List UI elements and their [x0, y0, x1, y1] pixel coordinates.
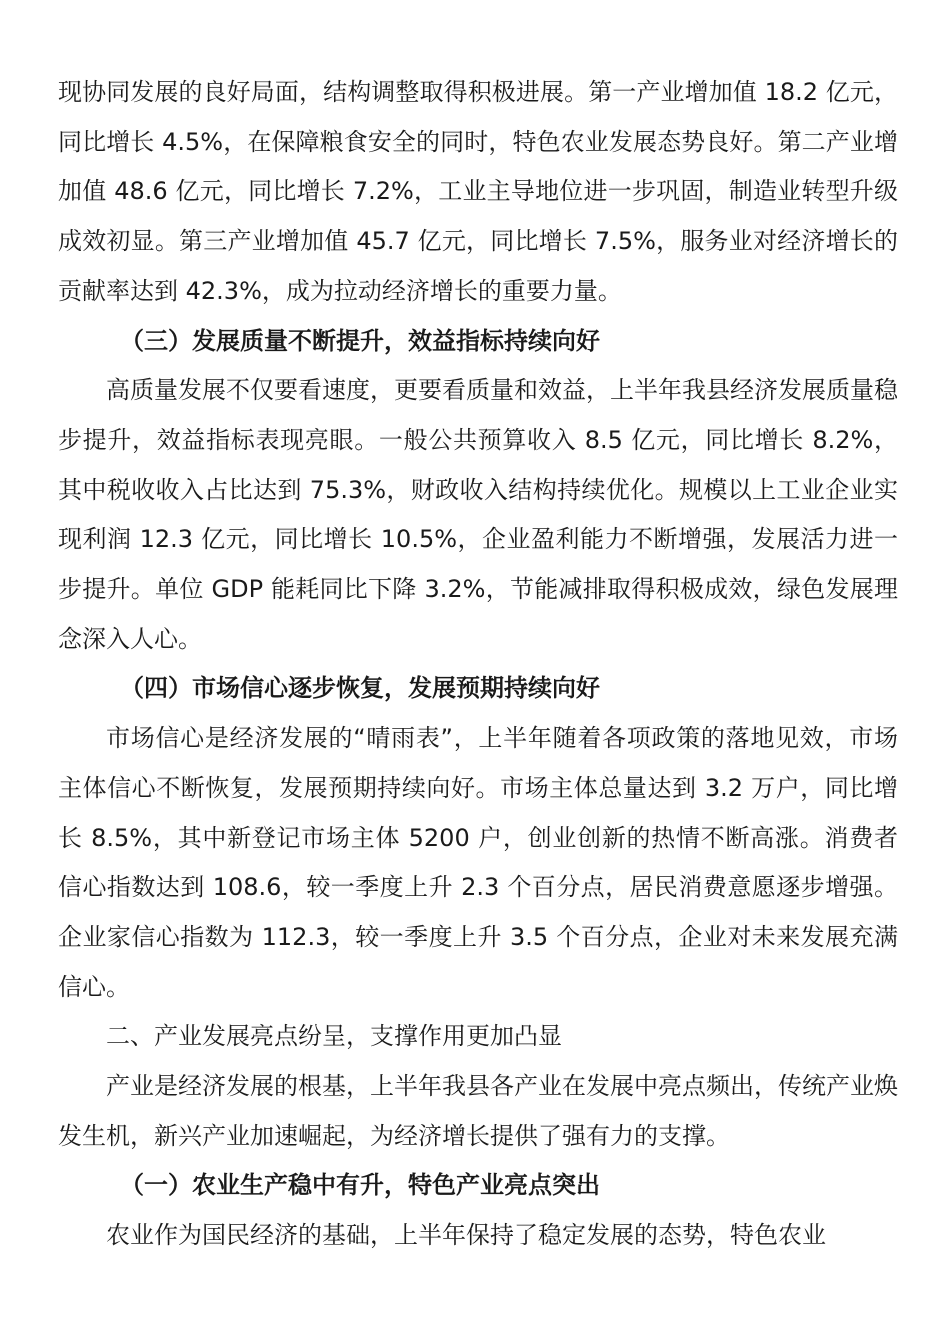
- heading-agriculture: （一）农业生产稳中有升，特色产业亮点突出: [120, 1171, 600, 1200]
- paragraph-market-confidence: 市场信心是经济发展的“晴雨表”，上半年随着各项政策的落地见效，市场主体信心不断恢复，发展预期持续向好。市场主体总量达到 3.2 万户，同比增长 8.5%，其中新登记市场主体 5200 户，创业创新的热情不断高涨。消费者信心指数达到 108.6，较一季度上升 2.3 个百分点，居民消费意愿逐步增强。企业家信心指数为 112.3，较一季度上升 3.5 个百分点，企业对未来发展充满信心。: [58, 724, 898, 1001]
- document-body: [58, 68, 898, 1261]
- paragraph-agriculture: 农业作为国民经济的基础，上半年保持了稳定发展的态势，特色农业: [106, 1221, 826, 1250]
- paragraph-industry-development: 产业是经济发展的根基，上半年我县各产业在发展中亮点频出，传统产业焕发生机，新兴产业加速崛起，为经济增长提供了强有力的支撑。: [58, 1072, 898, 1150]
- paragraph-structure-adjustment: 现协同发展的良好局面，结构调整取得积极进展。第一产业增加值 18.2 亿元，同比增长 4.5%，在保障粮食安全的同时，特色农业发展态势良好。第二产业增加值 48.6 亿元，同比增长 7.2%，工业主导地位进一步巩固，制造业转型升级成效初显。第三产业增加值 45.7 亿元，同比增长 7.5%，服务业对经济增长的贡献率达到 42.3%，成为拉动经济增长的重要力量。: [58, 78, 898, 305]
- heading-market-confidence: （四）市场信心逐步恢复，发展预期持续向好: [120, 674, 600, 703]
- heading-development-quality: （三）发展质量不断提升，效益指标持续向好: [120, 326, 600, 355]
- heading-industry-development: 二、产业发展亮点纷呈，支撑作用更加凸显: [106, 1022, 562, 1051]
- paragraph-development-quality: 高质量发展不仅要看速度，更要看质量和效益，上半年我县经济发展质量稳步提升，效益指标表现亮眼。一般公共预算收入 8.5 亿元，同比增长 8.2%，其中税收收入占比达到 75.3%，财政收入结构持续优化。规模以上工业企业实现利润 12.3 亿元，同比增长 10.5%，企业盈利能力不断增强，发展活力进一步提升。单位 GDP 能耗同比下降 3.2%，节能减排取得积极成效，绿色发展理念深入人心。: [58, 376, 898, 653]
